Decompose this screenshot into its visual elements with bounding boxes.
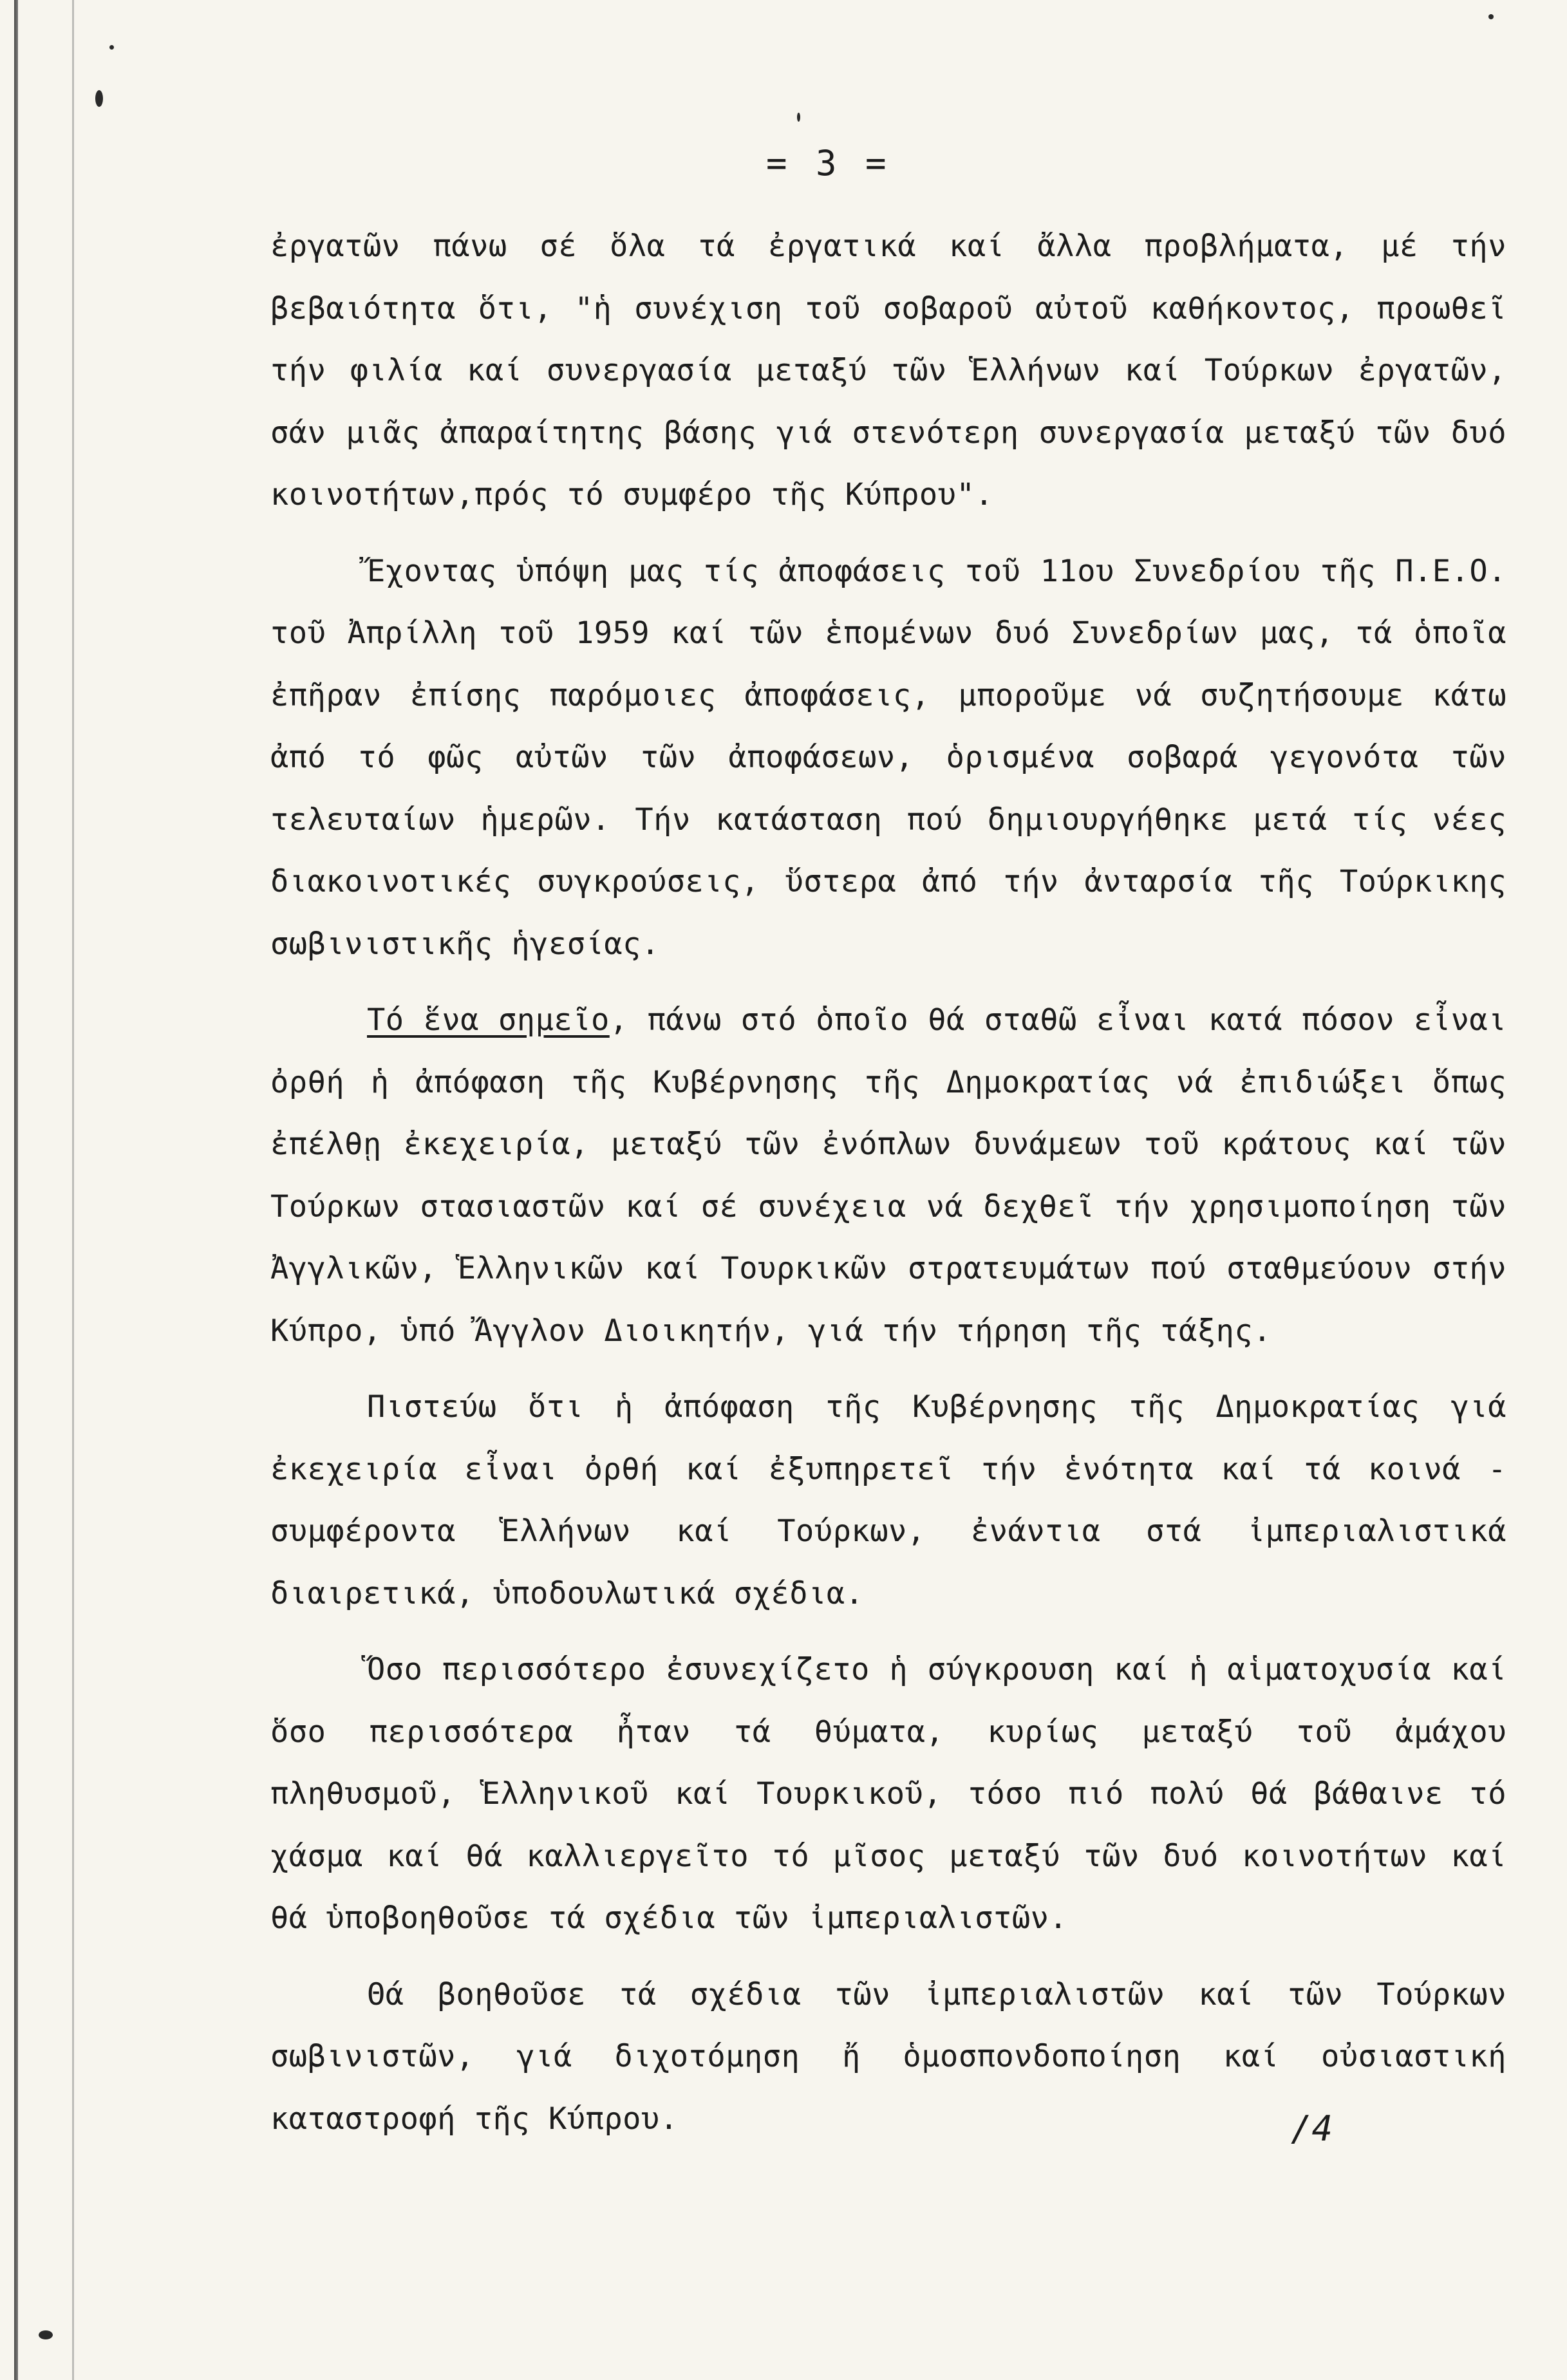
- body-text: [270, 216, 1506, 2150]
- paragraph-5-text: Ὅσο περισσότερο ἐσυνεχίζετο ἡ σύγκρουση καί ἡ αἱματοχυσία καί ὅσο περισσότερα ἦταν τά θύματα, κυρίως μεταξύ τοῦ ἀμάχου πληθυσμοῦ, Ἑλληνικοῦ καί Τουρκικοῦ, τόσο πιό πολύ θά βάθαινε τό χάσμα καί θά καλλιεργεῖτο τό μῖσος μεταξύ τῶν δυό κοινοτήτων καί θά ὑποβοηθοῦσε τά σχέδια τῶν ἰμπεριαλιστῶν.: [270, 1652, 1506, 1936]
- paragraph-3-underlined-lead: Τό ἕνα σημεῖο: [367, 1002, 610, 1038]
- scan-left-margin-line: [72, 0, 74, 2380]
- page-number: = 3 =: [766, 143, 890, 183]
- scan-speck: [95, 90, 103, 107]
- continuation-marker: /4: [1291, 2108, 1333, 2149]
- scan-speck: [797, 113, 800, 122]
- paragraph-5: [270, 1639, 1506, 1950]
- paragraph-6-text: Θά βοηθοῦσε τά σχέδια τῶν ἰμπεριαλιστῶν καί τῶν Τούρκων σωβινιστῶν, γιά διχοτόμηση ἤ ὁμοσπονδοποίηση καί οὐσιαστική καταστροφή τῆς Κύπρου.: [270, 1976, 1506, 2137]
- paragraph-3-text: , πάνω στό ὁποῖο θά σταθῶ εἶναι κατά πόσον εἶναι ὀρθή ἡ ἀπόφαση τῆς Κυβέρνησης τῆς Δημοκρατίας νά ἐπιδιώξει ὅπως ἐπέλθῃ ἐκεχειρία, μεταξύ τῶν ἐνόπλων δυνάμεων τοῦ κράτους καί τῶν Τούρκων στασιαστῶν καί σέ συνέχεια νά δεχθεῖ τήν χρησιμοποίηση τῶν Ἀγγλικῶν, Ἑλληνικῶν καί Τουρκικῶν στρατευμάτων πού σταθμεύουν στήν Κύπρο, ὑπό Ἄγγλον Διοικητήν, γιά τήν τήρηση τῆς τάξης.: [270, 1002, 1506, 1349]
- scan-speck: [1488, 14, 1494, 19]
- scan-left-edge-shadow: [14, 0, 18, 2380]
- scan-speck: [39, 2330, 53, 2339]
- scan-speck: [109, 45, 114, 50]
- paragraph-3: [270, 989, 1506, 1362]
- paragraph-2: [270, 541, 1506, 976]
- paragraph-2-text: Ἔχοντας ὑπόψη μας τίς ἀποφάσεις τοῦ 11ου Συνεδρίου τῆς Π.Ε.Ο. τοῦ Ἀπρίλλη τοῦ 1959 καί τῶν ἑπομένων δυό Συνεδρίων μας, τά ὁποῖα ἐπῆραν ἐπίσης παρόμοιες ἀποφάσεις, μποροῦμε νά συζητήσουμε κάτω ἀπό τό φῶς αὐτῶν τῶν ἀποφάσεων, ὁρισμένα σοβαρά γεγονότα τῶν τελευταίων ἡμερῶν. Τήν κατάσταση πού δημιουργήθηκε μετά τίς νέες διακοινοτικές συγκρούσεις, ὕστερα ἀπό τήν ἀνταρσία τῆς Τούρκικης σωβινιστικῆς ἡγεσίας.: [270, 553, 1506, 962]
- paragraph-1: ἐργατῶν πάνω σέ ὅλα τά ἐργατικά καί ἄλλα προβλήματα, μέ τήν βεβαιότητα ὅτι, "ἡ συνέχιση τοῦ σοβαροῦ αὐτοῦ καθήκοντος, προωθεῖ τήν φιλία καί συνεργασία μεταξύ τῶν Ἑλλήνων καί Τούρκων ἐργατῶν, σάν μιᾶς ἀπαραίτητης βάσης γιά στενότερη συνεργασία μεταξύ τῶν δυό κοινοτήτων,πρός τό συμφέρο τῆς Κύπρου".: [270, 229, 1506, 512]
- paragraph-4-text: Πιστεύω ὅτι ἡ ἀπόφαση τῆς Κυβέρνησης τῆς Δημοκρατίας γιά ἐκεχειρία εἶναι ὀρθή καί ἐξυπηρετεῖ τήν ἑνότητα καί τά κοινά - συμφέροντα Ἑλλήνων καί Τούρκων, ἐνάντια στά ἰμπεριαλιστικά διαιρετικά, ὑποδουλωτικά σχέδια.: [270, 1389, 1506, 1611]
- paragraph-4: [270, 1376, 1506, 1625]
